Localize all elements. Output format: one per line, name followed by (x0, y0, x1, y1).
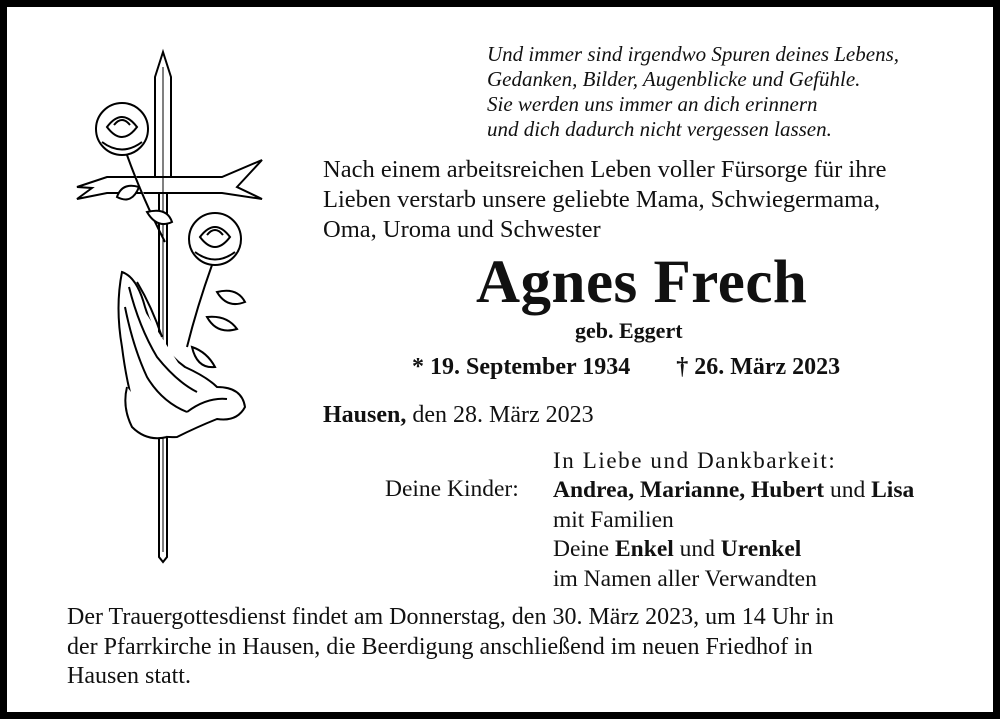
service-info (67, 603, 834, 692)
intro-line: Oma, Uroma und Schwester (323, 216, 601, 243)
poem-line: Sie werden uns immer an dich erinnern (487, 92, 818, 116)
mourners-heading: In Liebe und Dankbarkeit: (553, 448, 837, 473)
conjunction: und (679, 536, 715, 562)
service-line: der Pfarrkirche in Hausen, die Beerdigung anschließend im neuen Friedhof in (67, 633, 813, 660)
grandchildren: Enkel (615, 536, 674, 562)
birth-date: * 19. September 1934 (412, 354, 631, 380)
child-name: Andrea, (553, 477, 635, 503)
birth-name: geb. Eggert (575, 318, 683, 343)
intro-text (323, 155, 887, 245)
great-grandchildren: Urenkel (720, 536, 802, 562)
service-line: Hausen statt. (67, 663, 191, 689)
cross-roses-hands-illustration (67, 47, 267, 567)
poem-line: Gedanken, Bilder, Augenblicke und Gefühle. (487, 67, 861, 91)
children-label: Deine Kinder: (385, 476, 519, 502)
children-line (553, 476, 914, 506)
child-name: Lisa (871, 477, 915, 503)
poem-line: Und immer sind irgendwo Spuren deines Lebens, (487, 42, 899, 66)
intro-line: Nach einem arbeitsreichen Leben voller Fürsorge für ihre (323, 156, 887, 183)
mourners-list (553, 476, 914, 594)
deceased-name: Agnes Frech (476, 249, 808, 316)
families-line: mit Familien (553, 506, 674, 533)
poem-line: und dich dadurch nicht vergessen lassen. (487, 117, 832, 141)
memorial-poem (487, 42, 899, 142)
relatives-line: im Namen aller Verwandten (553, 565, 817, 592)
life-dates (412, 354, 840, 381)
grand-prefix: Deine (553, 536, 610, 562)
child-name: Hubert (751, 477, 825, 503)
date: den 28. März 2023 (412, 402, 594, 428)
death-date: † 26. März 2023 (676, 354, 841, 380)
place: Hausen, (323, 402, 407, 428)
conjunction: und (830, 477, 866, 503)
child-name: Marianne, (640, 477, 746, 503)
rose-icon (187, 213, 245, 367)
grandchildren-line (553, 535, 914, 565)
service-line: Der Trauergottesdienst findet am Donnerstag, den 30. März 2023, um 14 Uhr in (67, 604, 834, 630)
place-and-date (323, 402, 594, 429)
intro-line: Lieben verstarb unsere geliebte Mama, Schwiegermama, (323, 186, 881, 213)
